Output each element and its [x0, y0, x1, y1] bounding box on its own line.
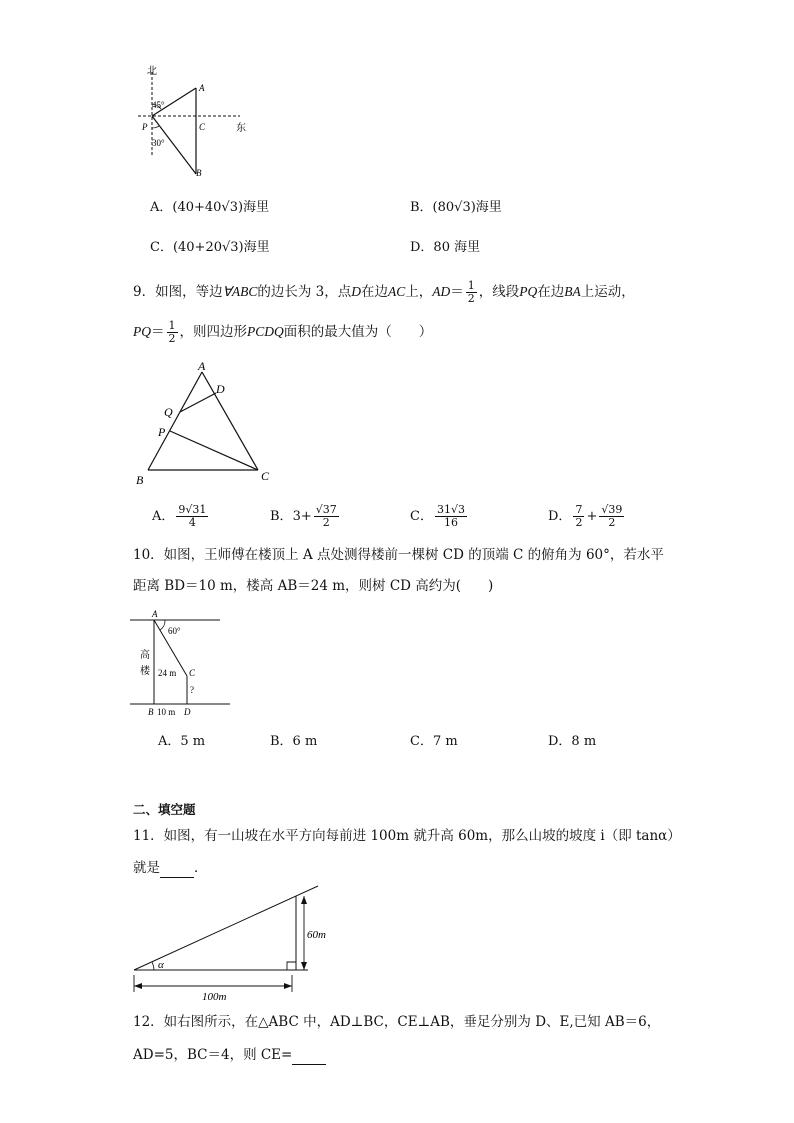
height-24m-label: 24 m — [158, 668, 177, 678]
q8-option-d[interactable]: D．80 海里 — [410, 240, 481, 255]
fraction-den: 16 — [443, 516, 458, 529]
height-60m-label: 60m — [307, 929, 326, 941]
point-d-label: D — [184, 707, 191, 717]
q9-text: 的边长为 3，点 — [257, 284, 352, 300]
option-text: 3+ — [292, 509, 312, 524]
point-p-label: P — [142, 122, 148, 132]
alpha-label: α — [158, 959, 164, 971]
option-fraction — [176, 504, 208, 529]
q9-text: ＝ — [450, 284, 464, 300]
q9-point: D — [351, 284, 361, 299]
point-d-label: D — [216, 382, 225, 396]
q9-segment: PQ — [519, 284, 538, 299]
q10-option-a[interactable]: A．5 m — [158, 734, 206, 749]
point-b-label: B — [196, 168, 202, 178]
option-fraction — [314, 504, 339, 529]
fraction-num: 1 — [467, 279, 475, 292]
point-b-label: B — [148, 707, 154, 717]
fraction-den: 2 — [322, 516, 330, 529]
q9-text: 上， — [405, 284, 433, 300]
option-fraction — [599, 504, 624, 529]
q8-option-b[interactable]: B．(80√3)海里 — [410, 200, 502, 215]
q9-quadrilateral: PCDQ — [247, 324, 284, 339]
slope-figure — [128, 880, 338, 1000]
q9-text: 面积的最大值为（ ） — [283, 324, 433, 340]
q9-text: 在边 — [537, 284, 565, 300]
q10-line-1: 10．如图，王师傅在楼顶上 A 点处测得楼前一棵树 CD 的顶端 C 的俯角为 60°，若水平 — [133, 547, 664, 563]
fraction-num: 7 — [575, 503, 583, 516]
q8-option-c[interactable]: C．(40+20√3)海里 — [150, 240, 270, 255]
q9-fraction-half — [466, 280, 477, 305]
fraction-num: √39 — [601, 503, 623, 516]
q10-option-b[interactable]: B．6 m — [270, 734, 318, 749]
point-c-label: C — [199, 122, 206, 132]
q9-triangle: ∀ABC — [222, 284, 258, 299]
q9-segment: AD — [432, 284, 451, 299]
q9-text: 9．如图，等边 — [133, 284, 223, 300]
angle-45-label: 45° — [152, 100, 165, 110]
angle-60-label: 60° — [168, 626, 181, 636]
q10-option-d[interactable]: D．8 m — [548, 734, 597, 749]
option-label: C． — [410, 509, 433, 524]
answer-blank[interactable] — [160, 863, 194, 878]
q9-line-2 — [133, 320, 432, 345]
fraction-den: 2 — [168, 332, 176, 345]
q9-segment: AC — [387, 284, 406, 299]
fraction-den: 4 — [188, 516, 196, 529]
q9-text: 在边 — [360, 284, 388, 300]
fraction-num: 1 — [168, 319, 176, 332]
q11-text: 就是 — [133, 860, 160, 876]
option-label: A． — [152, 509, 175, 524]
q9-option-a[interactable] — [152, 502, 210, 532]
triangle-figure — [130, 358, 280, 488]
q10-option-c[interactable]: C．7 m — [410, 734, 458, 749]
fraction-num: 9√31 — [178, 503, 207, 516]
q12-line-1: 12．如右图所示，在△ABC 中，AD⊥BC，CE⊥AB，垂足分别为 D、E,已知 AB＝6， — [133, 1014, 661, 1030]
q9-fraction-half — [167, 320, 178, 345]
fraction-den: 2 — [608, 516, 616, 529]
angle-30-label: 30° — [152, 138, 165, 148]
q12-text: AD=5，BC＝4，则 CE= — [133, 1047, 293, 1063]
q9-line-1 — [133, 280, 635, 305]
north-label: 北 — [147, 66, 157, 77]
fraction-num: √37 — [315, 503, 337, 516]
q9-text: ，则四边形 — [179, 324, 247, 340]
option-fraction — [435, 504, 467, 529]
compass-figure — [130, 60, 260, 185]
point-a-label: A — [198, 359, 206, 373]
point-p-label: P — [158, 425, 166, 439]
fraction-num: 31√3 — [436, 503, 465, 516]
point-b-label: B — [136, 473, 144, 487]
q9-option-b[interactable] — [270, 502, 341, 532]
option-label: B． — [270, 509, 293, 524]
q9-text: ，线段 — [478, 284, 520, 300]
point-c-label: C — [261, 469, 270, 483]
option-label: D． — [548, 509, 572, 524]
q9-segment: BA — [564, 284, 581, 299]
section-title: 二、填空题 — [133, 802, 196, 817]
q9-segment: PQ — [133, 324, 151, 339]
option-fraction — [573, 504, 584, 529]
point-c-label: C — [189, 668, 196, 678]
q8-option-a[interactable]: A．(40+40√3)海里 — [150, 200, 270, 215]
option-text: + — [586, 509, 598, 524]
q10-line-2: 距离 BD＝10 m，楼高 AB＝24 m，则树 CD 高约为( ) — [133, 578, 494, 594]
q9-text: 上运动， — [580, 284, 635, 300]
answer-blank[interactable] — [292, 1050, 326, 1065]
point-a-label: A — [152, 609, 158, 619]
fraction-den: 2 — [467, 292, 475, 305]
unknown-height-label: ? — [190, 685, 194, 695]
fraction-den: 2 — [575, 516, 583, 529]
point-a-label: A — [199, 83, 205, 93]
q11-line-2 — [133, 858, 208, 878]
distance-10m-label: 10 m — [157, 707, 176, 717]
q12-line-2 — [133, 1045, 326, 1065]
q11-text: ． — [194, 860, 208, 876]
q9-option-c[interactable] — [410, 502, 469, 532]
q9-text: ＝ — [151, 324, 165, 340]
point-q-label: Q — [164, 405, 173, 419]
building-label-1: 高 — [140, 650, 150, 661]
q11-line-1: 11．如图，有一山坡在水平方向每前进 100m 就升高 60m，那么山坡的坡度 i（即 tanα） — [133, 828, 681, 844]
q9-option-d[interactable] — [548, 502, 626, 532]
building-tree-figure — [130, 606, 240, 722]
building-label-2: 楼 — [140, 666, 150, 677]
east-label: 东 — [236, 123, 246, 134]
base-100m-label: 100m — [202, 991, 227, 1000]
